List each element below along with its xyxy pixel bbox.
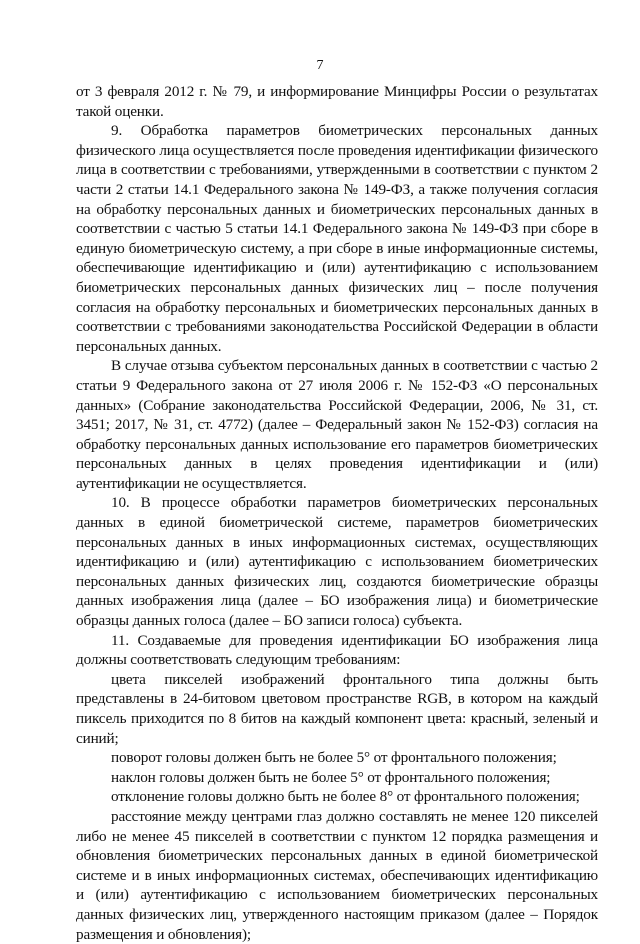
paragraph-clause-9: 9. Обработка параметров биометрических персональных данных физического лица осуществляется после проведения идентификации физического лица в соответствии с требованиями, утвержденными в соответствии с пунктом 2 части 2 статьи 14.1 Федерального закона № 149-ФЗ, а также получения согласия на обработку персональных данных и биометрических персональных данных в соответствии с частью 5 статьи 14.1 Федерального закона № 149-ФЗ при сборе в единую биометрическую систему, а при сборе в иные информационные системы, обеспечивающие идентификацию и (или) аутентификацию с использованием биометрических персональных данных физических лиц – после получения согласия на обработку персональных и биометрических персональных данных в соответствии с требованиями законодательства Российской Федерации в области персональных данных. [76, 122, 598, 355]
requirement-head-deviation: отклонение головы должно быть не более 8° от фронтального положения; [111, 788, 580, 806]
paragraph-clause-11: 11. Создаваемые для проведения идентификации БО изображения лица должны соответствовать следующим требованиям: [76, 631, 598, 669]
paragraph-continuation: от 3 февраля 2012 г. № 79, и информирование Минцифры России о результатах такой оценки. [76, 83, 598, 120]
requirement-eye-distance: расстояние между центрами глаз должно составлять не менее 120 пикселей либо не менее 45 пикселей в соответствии с пунктом 12 порядка размещения и обновления биометрических персональных данных в единой биометрической системе и в иных информационных системах, обеспечивающих идентификацию и (или) аутентификацию с использованием биометрических персональных данных физических лиц, утвержденного настоящим приказом (далее – Порядок размещения и обновления); [76, 807, 598, 943]
paragraph-consent-withdrawal: В случае отзыва субъектом персональных данных в соответствии с частью 2 статьи 9 Федерального закона от 27 июля 2006 г. № 152-ФЗ «О персональных данных» (Собрание законодательства Российской Федерации, 2006, № 31, ст. 3451; 2017, № 31, ст. 4772) (далее – Федеральный закон № 152-ФЗ) согласия на обработку персональных данных использование его параметров биометрических персональных данных в целях проведения идентификации и (или) аутентификации не осуществляется. [76, 357, 598, 492]
requirement-head-rotation: поворот головы должен быть не более 5° от фронтального положения; [111, 749, 557, 767]
document-body [76, 82, 598, 944]
requirement-color-depth: цвета пикселей изображений фронтального типа должны быть представлены в 24-битовом цветовом пространстве RGB, в котором на каждый пиксель приходится по 8 битов на каждый компонент цвета: красный, зеленый и синий; [76, 670, 598, 747]
requirement-head-tilt: наклон головы должен быть не более 5° от фронтального положения; [111, 768, 551, 786]
page-number: 7 [316, 58, 324, 73]
paragraph-clause-10: 10. В процессе обработки параметров биометрических персональных данных в единой биометрической системе, параметров биометрических персональных данных в иных информационных системах, осуществляющих идентификацию и (или) аутентификацию с использованием биометрических персональных данных физических лиц, создаются биометрические образцы данных изображения лица (далее – БО изображения лица) и биометрические образцы данных голоса (далее – БО записи голоса) субъекта. [76, 494, 598, 630]
